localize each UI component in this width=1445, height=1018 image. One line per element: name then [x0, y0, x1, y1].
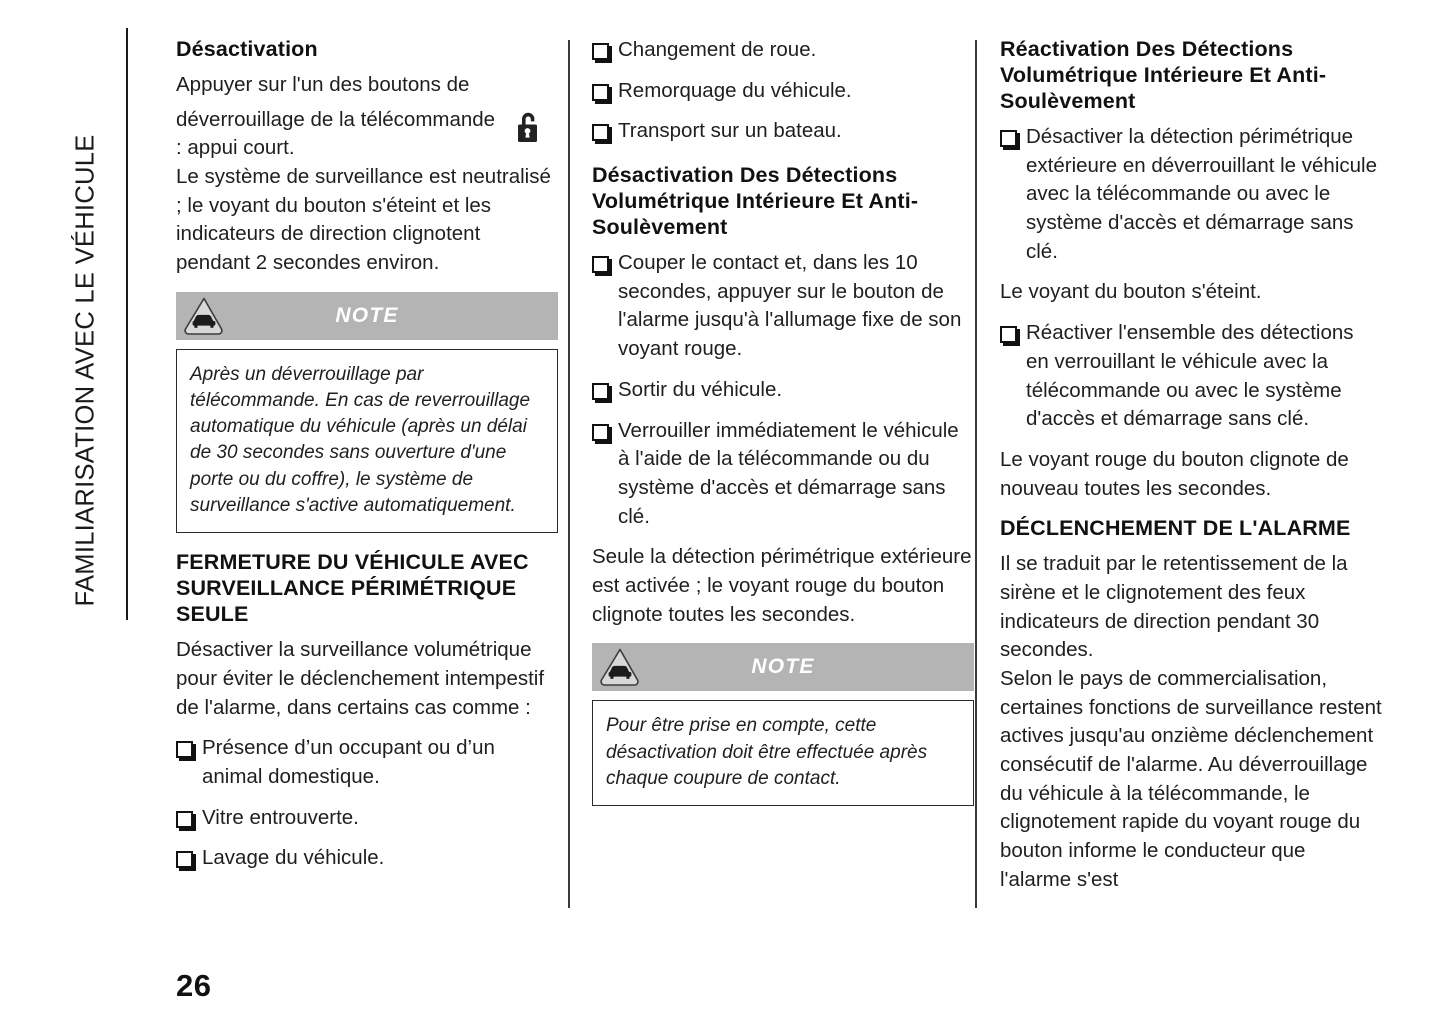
paragraph-pays-commercialisation: Selon le pays de commercialisation, certaines fonctions de surveillance restent actives jusqu'au onzième déclenchement consécutif de l'alarme. Au déverrouillage du véhicule à la télécommande, le clignotement rapide du voyant rouge du bouton informe le conducteur que l'alarme s'est	[1000, 667, 1382, 891]
warning-car-triangle-icon	[183, 295, 225, 337]
content-column-3	[1000, 36, 1382, 895]
square-bullet-icon	[592, 424, 609, 441]
content-column-1	[176, 36, 558, 883]
page-number: 26	[176, 968, 212, 1003]
square-bullet-icon	[592, 124, 609, 141]
note-label-1: NOTE	[335, 303, 399, 327]
list-item-label: Présence d’un occupant ou d’un animal domestique.	[202, 736, 495, 788]
list-item	[592, 376, 974, 405]
note-text-2: Pour être prise en compte, cette désactivation doit être effectuée après chaque coupure de contact.	[606, 715, 928, 789]
chapter-side-tab	[0, 0, 130, 640]
paragraph-systeme-surveillance: Le système de surveillance est neutralisé ; le voyant du bouton s'éteint et les indicateurs de direction clignotent pendant 2 secondes environ.	[176, 165, 551, 275]
heading-desactivation-detections: Désactivation Des Détections Volumétrique Intérieure Et Anti-Soulèvement	[592, 163, 919, 240]
chapter-tab-rule	[126, 28, 128, 620]
square-bullet-icon	[592, 43, 609, 60]
square-bullet-icon	[176, 851, 193, 868]
list-item	[1000, 123, 1382, 266]
heading-fermeture-vehicule: FERMETURE DU VÉHICULE AVEC SURVEILLANCE PÉRIMÉTRIQUE SEULE	[176, 550, 529, 627]
list-reactivation-step-2	[1000, 319, 1382, 434]
list-item-label: Lavage du véhicule.	[202, 846, 385, 870]
square-bullet-icon	[176, 741, 193, 758]
note-label-2: NOTE	[751, 655, 815, 679]
square-bullet-icon	[592, 256, 609, 273]
list-item-label: Vitre entrouverte.	[202, 805, 359, 829]
note-body-2	[592, 700, 974, 806]
list-item	[592, 117, 974, 146]
paragraph-retentissement-sirene: Il se traduit par le retentissement de la sirène et le clignotement des feux indicateurs de direction pendant 30 secondes.	[1000, 552, 1348, 662]
list-item	[1000, 319, 1382, 434]
list-desactivation-steps	[592, 249, 974, 531]
note-header-2	[592, 643, 974, 691]
list-reactivation-step-1	[1000, 123, 1382, 266]
paragraph-voyant-rouge-clignote: Le voyant rouge du bouton clignote de nouveau toutes les secondes.	[1000, 447, 1349, 500]
list-item	[176, 804, 558, 833]
square-bullet-icon	[592, 84, 609, 101]
column-divider-1	[568, 40, 570, 908]
note-text-1: Après un déverrouillage par télécommande. En cas de reverrouillage automatique du véhicule (après un délai de 30 secondes sans ouverture d'une porte ou du coffre), le système de surveillance s'active automatiquement.	[190, 363, 531, 516]
square-bullet-icon	[1000, 130, 1017, 147]
list-item-label: Changement de roue.	[618, 38, 817, 61]
square-bullet-icon	[592, 383, 609, 400]
square-bullet-icon	[176, 811, 193, 828]
paragraph-seule-detection: Seule la détection périmétrique extérieure est activée ; le voyant rouge du bouton clignote toutes les secondes.	[592, 545, 972, 626]
note-body-1	[176, 349, 558, 533]
note-block-1	[176, 292, 558, 533]
list-item	[592, 36, 974, 65]
note-block-2	[592, 643, 974, 806]
heading-desactivation: Désactivation	[176, 37, 318, 61]
paragraph-voyant-eteint: Le voyant du bouton s'éteint.	[1000, 280, 1262, 304]
list-item	[176, 734, 558, 791]
heading-declenchement-alarme: DÉCLENCHEMENT DE L'ALARME	[1000, 516, 1351, 541]
content-column-2	[592, 36, 974, 822]
paragraph-deverrouillage-wrap	[176, 106, 558, 163]
list-item-label: Désactiver la détection périmétrique extérieure en déverrouillant le véhicule avec la télécommande ou avec le système d'accès et démarrage sans clé.	[1026, 125, 1377, 263]
paragraph-desactiver-volumetrique: Désactiver la surveillance volumétrique pour éviter le déclenchement intempestif de l'alarme, dans certains cas comme :	[176, 638, 545, 719]
list-item-label: Sortir du véhicule.	[618, 377, 783, 401]
list-item-label: Couper le contact et, dans les 10 secondes, appuyer sur le bouton de l'alarme jusqu'à l'allumage fixe de son voyant rouge.	[618, 251, 962, 361]
list-item	[176, 844, 558, 873]
warning-car-triangle-icon	[599, 646, 641, 688]
paragraph-deverrouillage: déverrouillage de la télécommande : appui court.	[176, 107, 496, 160]
list-item	[592, 77, 974, 106]
list-item	[592, 417, 974, 532]
unlock-padlock-icon	[514, 109, 544, 145]
column-divider-2	[975, 40, 977, 908]
list-item-label: Réactiver l'ensemble des détections en verrouillant le véhicule avec la télécommande ou avec le système d'accès et démarrage sans clé.	[1026, 321, 1354, 431]
note-header-1	[176, 292, 558, 340]
square-bullet-icon	[1000, 326, 1017, 343]
list-item-label: Remorquage du véhicule.	[618, 78, 852, 102]
paragraph-appuyer: Appuyer sur l'un des boutons de	[176, 73, 470, 96]
list-cas-comme	[176, 734, 558, 873]
list-item-label: Verrouiller immédiatement le véhicule à l'aide de la télécommande ou du système d'accès et démarrage sans clé.	[618, 418, 959, 528]
list-item-label: Transport sur un bateau.	[618, 119, 842, 143]
heading-reactivation-detections: Réactivation Des Détections Volumétrique Intérieure Et Anti-Soulèvement	[1000, 37, 1327, 113]
list-cas-comme-suite	[592, 36, 974, 146]
list-item	[592, 249, 974, 364]
chapter-title-vertical: FAMILIARISATION AVEC LE VÉHICULE	[71, 134, 100, 607]
